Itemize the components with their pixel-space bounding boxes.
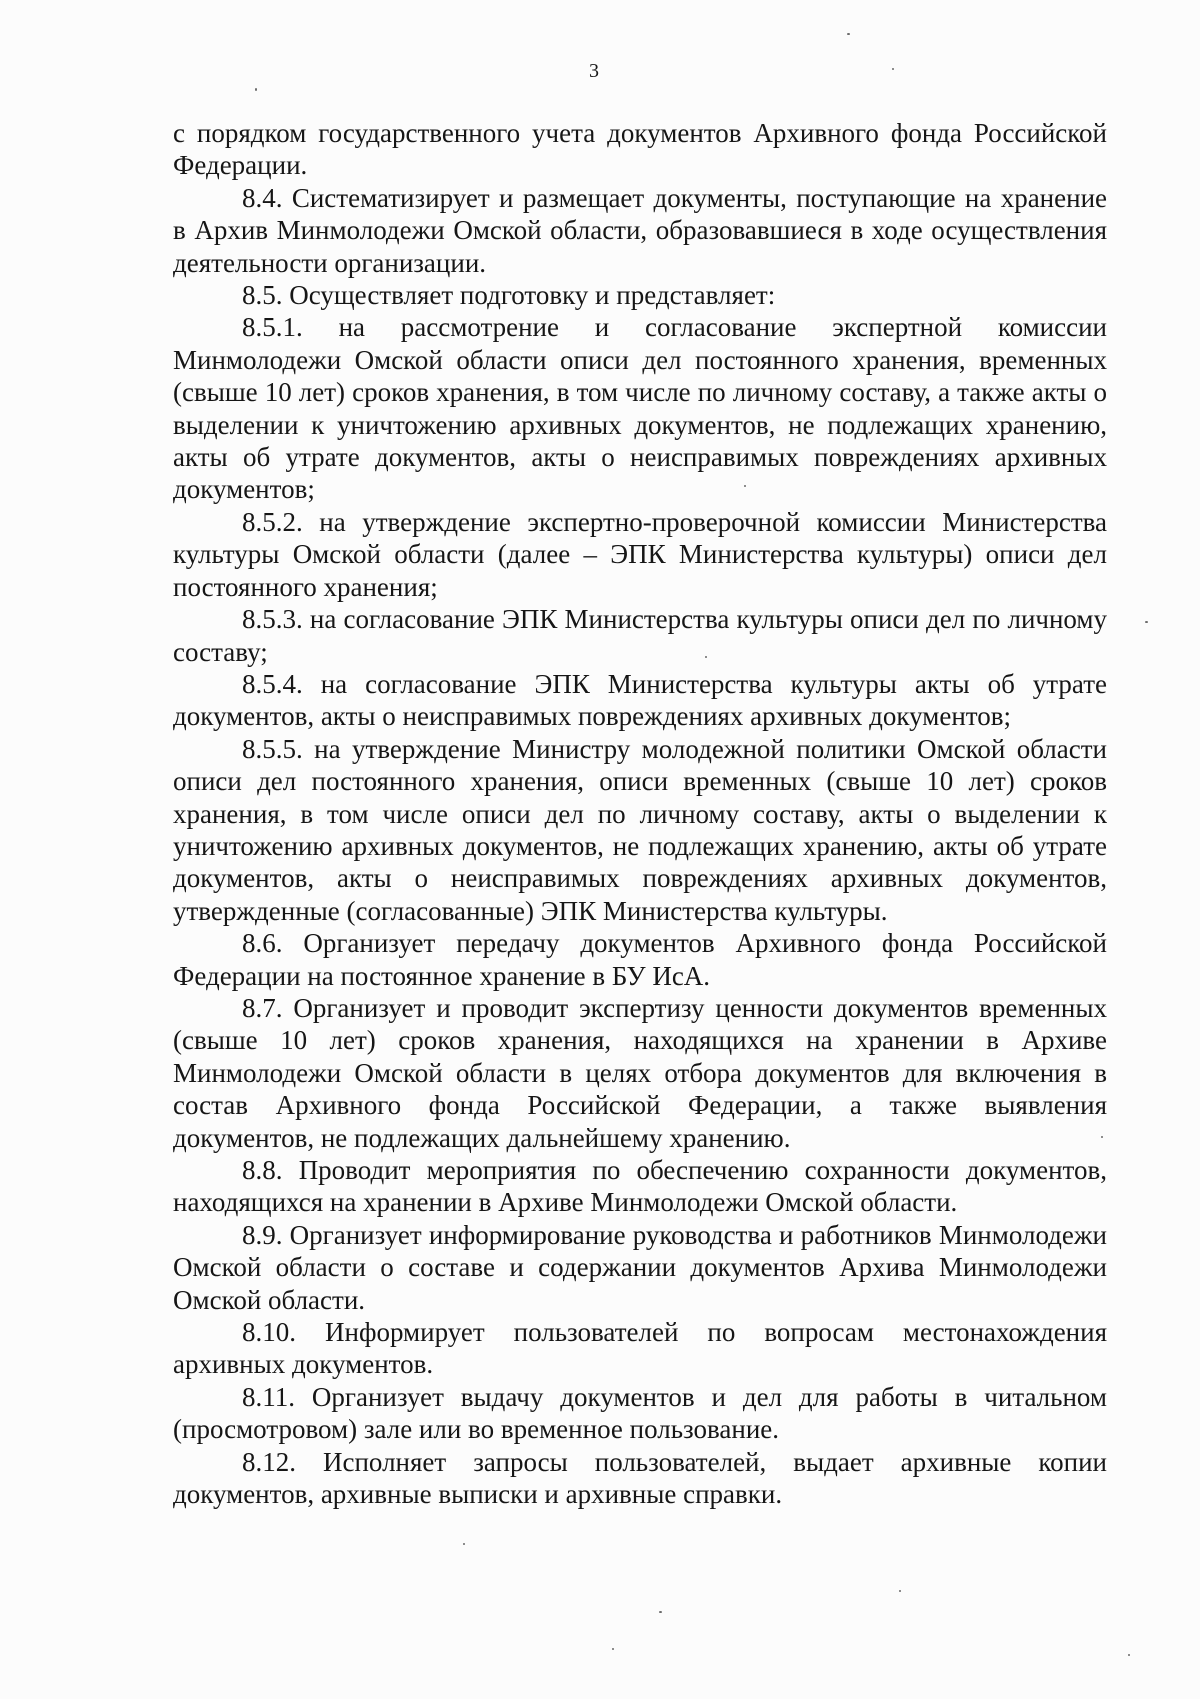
paragraph-8-5-4: 8.5.4. на согласование ЭПК Министерства культуры акты об утрате документов, акты о неисправимых повреждениях архивных документов; [173, 668, 1107, 732]
scan-speck [1101, 1136, 1103, 1138]
paragraph-8-7: 8.7. Организует и проводит экспертизу ценности документов временных (свыше 10 лет) сроков хранения, находящихся на хранении в Архиве Минмолодежи Омской области в целях отбора документов для включения в состав Архивного фонда Российской Федерации, а также выявления документов, не подлежащих дальнейшему хранению. [173, 992, 1107, 1153]
scan-speck [463, 1543, 465, 1545]
scan-speck [705, 656, 707, 658]
scan-speck [1128, 1654, 1130, 1656]
document-body [173, 117, 1107, 1510]
paragraph-8-4: 8.4. Систематизирует и размещает документы, поступающие на хранение в Архив Минмолодежи Омской области, образовавшиеся в ходе осуществления деятельности организации. [173, 182, 1107, 278]
paragraph-8-5: 8.5. Осуществляет подготовку и представляет: [242, 280, 776, 311]
paragraph-8-10: 8.10. Информирует пользователей по вопросам местонахождения архивных документов. [173, 1317, 1107, 1380]
scan-speck [847, 33, 850, 35]
paragraph-8-5-5: 8.5.5. на утверждение Министру молодежной политики Омской области описи дел постоянного хранения, описи временных (свыше 10 лет) сроков хранения, в том числе описи дел по личному составу, акты о выделении к уничтожению архивных документов, не подлежащих хранению, акты об утрате документов, акты о неисправимых повреждениях архивных документов, утвержденные (согласованные) ЭПК Министерства культуры. [173, 733, 1107, 926]
paragraph-8-12: 8.12. Исполняет запросы пользователей, выдает архивные копии документов, архивные выписки и архивные справки. [173, 1446, 1107, 1510]
paragraph-8-9: 8.9. Организует информирование руководства и работников Минмолодежи Омской области о составе и содержании документов Архива Минмолодежи Омской области. [173, 1219, 1107, 1315]
paragraph-continuation: с порядком государственного учета документов Архивного фонда Российской Федерации. [173, 118, 1107, 181]
paragraph-8-5-3: 8.5.3. на согласование ЭПК Министерства культуры описи дел по личному составу; [173, 604, 1107, 667]
scan-speck [892, 68, 894, 70]
paragraph-8-8: 8.8. Проводит мероприятия по обеспечению сохранности документов, находящихся на хранении в Архиве Минмолодежи Омской области. [173, 1155, 1107, 1218]
page-number: 3 [589, 60, 599, 82]
scan-speck [659, 1611, 662, 1613]
scan-speck [744, 485, 746, 487]
scan-speck [1145, 621, 1148, 623]
paragraph-8-6: 8.6. Организует передачу документов Архивного фонда Российской Федерации на постоянное хранение в БУ ИсА. [173, 928, 1107, 991]
paragraph-8-5-2: 8.5.2. на утверждение экспертно-проверочной комиссии Министерства культуры Омской области (далее – ЭПК Министерства культуры) описи дел постоянного хранения; [173, 506, 1107, 602]
scan-speck [899, 1590, 901, 1592]
paragraph-8-11: 8.11. Организует выдачу документов и дел для работы в читальном (просмотровом) зале или во временное пользование. [173, 1381, 1107, 1445]
scan-speck [612, 1648, 614, 1650]
paragraph-8-5-1: 8.5.1. на рассмотрение и согласование экспертной комиссии Минмолодежи Омской области описи дел постоянного хранения, временных (свыше 10 лет) сроков хранения, в том числе по личному составу, а также акты о выделении к уничтожению архивных документов, не подлежащих хранению, акты об утрате документов, акты о неисправимых повреждениях архивных документов; [173, 312, 1107, 505]
scan-speck [255, 88, 257, 91]
